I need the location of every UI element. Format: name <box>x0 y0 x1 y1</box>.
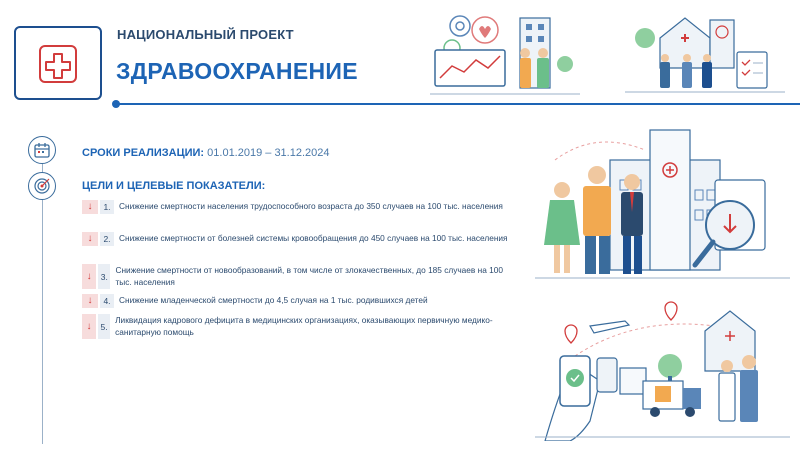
goals-title: ЦЕЛИ И ЦЕЛЕВЫЕ ПОКАЗАТЕЛИ: <box>82 180 266 192</box>
page-title: ЗДРАВООХРАНЕНИЕ <box>116 58 358 84</box>
terms-label: СРОКИ РЕАЛИЗАЦИИ: <box>82 147 205 159</box>
arrow-down-icon: ↓ <box>82 264 96 289</box>
arrow-down-icon: ↓ <box>82 200 98 214</box>
goal-number: 4. <box>100 294 114 308</box>
goal-number: 2. <box>100 232 114 246</box>
medical-logistics-illustration <box>535 296 790 441</box>
goal-text: Снижение младенческой смертности до 4,5 случая на 1 тыс. родившихся детей <box>119 295 428 305</box>
goal-item <box>82 294 512 308</box>
goal-text: Ликвидация кадрового дефицита в медицинских организациях, оказывающих первичную медико-санитарную помощь <box>115 315 493 337</box>
target-icon <box>28 172 56 200</box>
terms-value: 01.01.2019 – 31.12.2024 <box>207 147 330 159</box>
medical-cross-icon <box>16 28 100 98</box>
project-logo <box>14 26 102 100</box>
arrow-down-icon: ↓ <box>82 232 98 246</box>
patients-hospital-illustration <box>535 120 790 285</box>
goal-number: 1. <box>100 200 114 214</box>
goal-text: Снижение смертности населения трудоспособного возраста до 350 случаев на 100 тыс. населения <box>119 201 503 211</box>
header-divider <box>116 103 800 105</box>
goal-text: Снижение смертности от болезней системы кровообращения до 450 случаев на 100 тыс. населения <box>119 233 508 243</box>
arrow-down-icon: ↓ <box>82 294 98 308</box>
implementation-terms <box>82 147 330 159</box>
goal-item <box>82 232 512 246</box>
arrow-down-icon: ↓ <box>82 314 96 339</box>
calendar-icon <box>28 136 56 164</box>
healthcare-analytics-illustration <box>430 8 580 100</box>
goal-item <box>82 200 512 214</box>
project-label: НАЦИОНАЛЬНЫЙ ПРОЕКТ <box>117 27 294 42</box>
goal-item <box>82 314 512 339</box>
goal-item <box>82 264 512 289</box>
goal-number: 3. <box>98 264 110 289</box>
hospital-staff-illustration <box>625 8 785 96</box>
goal-text: Снижение смертности от новообразований, в том числе от злокачественных, до 185 случаев на 100 тыс. населения <box>115 265 503 287</box>
goal-number: 5. <box>98 314 110 339</box>
